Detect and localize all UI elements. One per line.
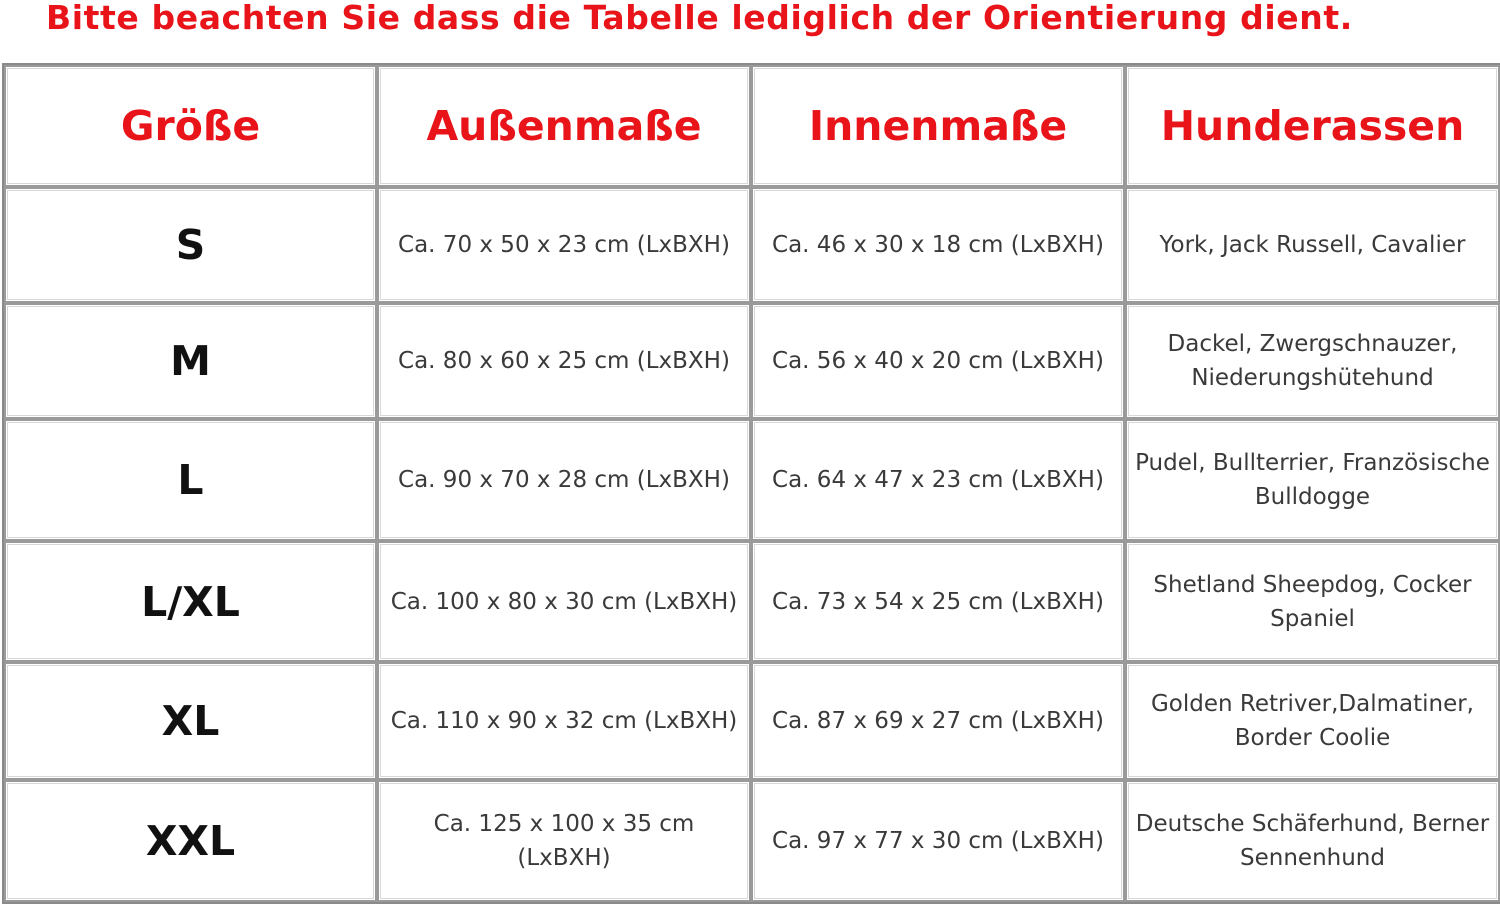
- inner-dimensions-cell: Ca. 87 x 69 x 27 cm (LxBXH): [751, 662, 1125, 780]
- table-header-row: [4, 65, 1500, 187]
- outer-dimensions-cell: Ca. 90 x 70 x 28 cm (LxBXH): [377, 419, 751, 541]
- size-cell: M: [4, 303, 377, 419]
- table-row: [4, 541, 1500, 662]
- header-dog-breeds: Hunderassen: [1125, 65, 1500, 187]
- orientation-notice: Bitte beachten Sie dass die Tabelle lediglich der Orientierung dient.: [46, 0, 1353, 37]
- breeds-cell: Dackel, Zwergschnauzer, Niederungshütehund: [1125, 303, 1500, 419]
- table-row: [4, 419, 1500, 541]
- breeds-cell: Pudel, Bullterrier, Französische Bulldogge: [1125, 419, 1500, 541]
- inner-dimensions-cell: Ca. 97 x 77 x 30 cm (LxBXH): [751, 780, 1125, 902]
- inner-dimensions-cell: Ca. 46 x 30 x 18 cm (LxBXH): [751, 187, 1125, 303]
- size-cell: XXL: [4, 780, 377, 902]
- table-row: [4, 780, 1500, 902]
- inner-dimensions-cell: Ca. 73 x 54 x 25 cm (LxBXH): [751, 541, 1125, 662]
- size-cell: L/XL: [4, 541, 377, 662]
- outer-dimensions-cell: Ca. 80 x 60 x 25 cm (LxBXH): [377, 303, 751, 419]
- outer-dimensions-cell: Ca. 110 x 90 x 32 cm (LxBXH): [377, 662, 751, 780]
- outer-dimensions-cell: Ca. 125 x 100 x 35 cm (LxBXH): [377, 780, 751, 902]
- header-outer-dimensions: Außenmaße: [377, 65, 751, 187]
- table-row: [4, 303, 1500, 419]
- table-row: [4, 187, 1500, 303]
- outer-dimensions-cell: Ca. 100 x 80 x 30 cm (LxBXH): [377, 541, 751, 662]
- breeds-cell: Golden Retriver,Dalmatiner, Border Coolie: [1125, 662, 1500, 780]
- size-cell: XL: [4, 662, 377, 780]
- size-cell: L: [4, 419, 377, 541]
- breeds-cell: York, Jack Russell, Cavalier: [1125, 187, 1500, 303]
- header-inner-dimensions: Innenmaße: [751, 65, 1125, 187]
- size-cell: S: [4, 187, 377, 303]
- inner-dimensions-cell: Ca. 56 x 40 x 20 cm (LxBXH): [751, 303, 1125, 419]
- table-row: [4, 662, 1500, 780]
- size-table: [2, 63, 1500, 904]
- breeds-cell: Deutsche Schäferhund, Berner Sennenhund: [1125, 780, 1500, 902]
- inner-dimensions-cell: Ca. 64 x 47 x 23 cm (LxBXH): [751, 419, 1125, 541]
- breeds-cell: Shetland Sheepdog, Cocker Spaniel: [1125, 541, 1500, 662]
- outer-dimensions-cell: Ca. 70 x 50 x 23 cm (LxBXH): [377, 187, 751, 303]
- header-size: Größe: [4, 65, 377, 187]
